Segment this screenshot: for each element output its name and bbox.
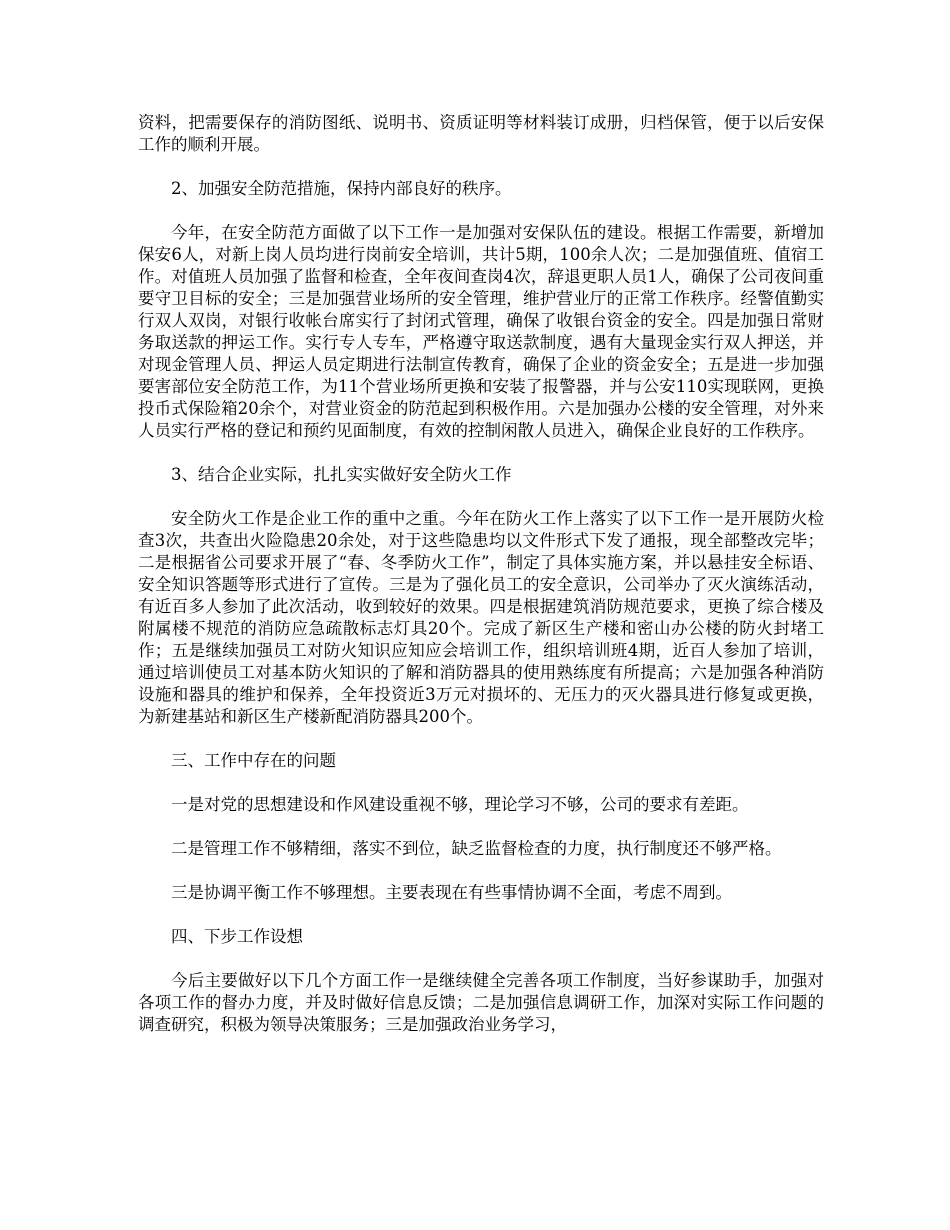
paragraph-archive-materials: 资料，把需要保存的消防图纸、说明书、资质证明等材料装订成册，归档保管，便于以后安保工作的顺利开展。 <box>138 113 824 154</box>
heading-security-measures: 2、加强安全防范措施，保持内部良好的秩序。 <box>171 179 512 198</box>
document-page <box>138 112 824 1058</box>
heading-next-steps: 四、下步工作设想 <box>171 927 303 946</box>
paragraph-fire-safety-work: 安全防火工作是企业工作的重中之重。今年在防火工作上落实了以下工作一是开展防火检查3次，共查出火险隐患20余处，对于这些隐患均以文件形式下发了通报，现全部整改完毕；二是根据省公司要求开展了“春、冬季防火工作”，制定了具体实施方案，并以悬挂安全标语、安全知识答题等形式进行了宣传。三是为了强化员工的安全意识，公司举办了灭火演练活动，有近百多人参加了此次活动，收到较好的效果。四是根据建筑消防规范要求，更换了综合楼及附属楼不规范的消防应急疏散标志灯具20个。完成了新区生产楼和密山办公楼的防火封堵工作；五是继续加强员工对防火知识应知应会培训工作，组织培训班4期，近百人参加了培训，通过培训使员工对基本防火知识的了解和消防器具的使用熟练度有所提高；六是加强各种消防设施和器具的维护和保养，全年投资近3万元对损坏的、无压力的灭火器具进行修复或更换，为新建基站和新区生产楼新配消防器具200个。 <box>138 509 824 726</box>
paragraph-problem-three: 三是协调平衡工作不够理想。主要表现在有些事情协调不全面，考虑不周到。 <box>171 883 732 902</box>
paragraph-problem-one: 一是对党的思想建设和作风建设重视不够，理论学习不够，公司的要求有差距。 <box>171 795 749 814</box>
heading-fire-safety: 3、结合企业实际，扎扎实实做好安全防火工作 <box>171 465 512 484</box>
heading-existing-problems: 三、工作中存在的问题 <box>171 751 336 770</box>
paragraph-future-work: 今后主要做好以下几个方面工作一是继续健全完善各项工作制度，当好参谋助手，加强对各项工作的督办力度，并及时做好信息反馈；二是加强信息调研工作，加深对实际工作问题的调查研究，积极为领导决策服务；三是加强政治业务学习， <box>138 971 824 1034</box>
paragraph-problem-two: 二是管理工作不够精细，落实不到位，缺乏监督检查的力度，执行制度还不够严格。 <box>171 839 782 858</box>
paragraph-security-work: 今年，在安全防范方面做了以下工作一是加强对安保队伍的建设。根据工作需要，新增加保安6人，对新上岗人员均进行岗前安全培训，共计5期，100余人次；二是加强值班、值宿工作。对值班人员加强了监督和检查，全年夜间查岗4次，辞退更职人员1人，确保了公司夜间重要守卫目标的安全；三是加强营业场所的安全管理，维护营业厅的正常工作秩序。经警值勤实行双人双岗，对银行收帐台席实行了封闭式管理，确保了收银台资金的安全。四是加强日常财务取送款的押运工作。实行专人专车，严格遵守取送款制度，遇有大量现金实行双人押送，并对现金管理人员、押运人员定期进行法制宣传教育，确保了企业的资金安全；五是进一步加强要害部位安全防范工作，为11个营业场所更换和安装了报警器，并与公安110实现联网，更换投币式保险箱20余个，对营业资金的防范起到积极作用。六是加强办公楼的安全管理，对外来人员实行严格的登记和预约见面制度，有效的控制闲散人员进入，确保企业良好的工作秩序。 <box>138 223 824 440</box>
